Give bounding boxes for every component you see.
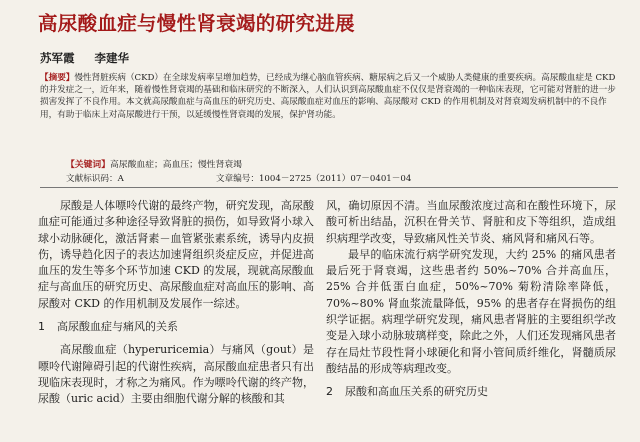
author-name: 李建华 bbox=[94, 51, 129, 65]
paper-title: 高尿酸血症与慢性肾衰竭的研究进展 bbox=[38, 12, 355, 35]
abstract-label: 【摘要】 bbox=[40, 73, 75, 83]
author-name: 苏军霞 bbox=[40, 51, 75, 65]
body-paragraph: 尿酸是人体嘌呤代谢的最终产物，研究发现，高尿酸血症可能通过多种途径导致肾脏的损伤，如导致肾小球入球小动脉硬化，激活肾素－血管紧张素系统，诱导内皮损伤，诱导趋化因子的表达加速肾组织炎症反应，并促进高血压的发生等多个环节加速 CKD 的发展，现就高尿酸血症与高血压的研究历史、高尿酸血症对高血压的影响、高尿酸对 CKD 的作用机制及发展作一综述。 bbox=[38, 199, 314, 310]
keywords bbox=[66, 157, 242, 170]
body-column-left bbox=[38, 198, 314, 408]
author-list bbox=[40, 50, 129, 66]
article-number: 文章编号：1004－2725（2011）07－0401－04 bbox=[216, 174, 412, 184]
header-divider bbox=[40, 187, 618, 188]
section-title: 高尿酸血症与痛风的关系 bbox=[57, 320, 178, 334]
section-heading bbox=[38, 319, 314, 335]
abstract bbox=[40, 72, 618, 121]
section-title: 尿酸和高血压关系的研究历史 bbox=[345, 385, 488, 399]
section-heading bbox=[326, 384, 616, 400]
body-column-right bbox=[326, 198, 616, 408]
section-number: 2 bbox=[326, 385, 333, 399]
abstract-text: 慢性肾脏疾病（CKD）在全球发病率呈增加趋势，已经成为继心脑血管疾病、糖尿病之后又一个威胁人类健康的重要疾病。高尿酸血症是 CKD 的并发症之一，近年来，随着慢性肾衰竭的基础和临床研究的不断深入，人们认识到高尿酸血症不仅仅是肾衰竭的一种临床表现，它可能对肾脏的进一步损害发挥了不良作用。本文就高尿酸血症与高血压的研究历史、高尿酸血症对血压的影响、高尿酸对 CKD 的作用机制及对肾衰竭发病机制中的不良作用，有助于临床上对高尿酸进行干预，以延缓慢性肾衰竭的发展，保护肾功能。 bbox=[40, 73, 616, 120]
body-paragraph: 高尿酸血症（hyperuricemia）与痛风（gout）是嘌呤代谢障碍引起的代谢性疾病，高尿酸血症患者只有出现临床表现时，才称之为痛风。作为嘌呤代谢的终产物，尿酸（uric acid）主要由细胞代谢分解的核酸和其 bbox=[38, 343, 314, 406]
article-meta bbox=[66, 172, 546, 184]
keywords-label: 【关键词】 bbox=[66, 160, 110, 170]
keywords-text: 高尿酸血症；高血压；慢性肾衰竭 bbox=[110, 160, 242, 170]
document-code: 文献标识码：A bbox=[66, 174, 124, 184]
body-paragraph: 最早的临床流行病学研究发现，大约 25% 的痛风患者最后死于肾衰竭，这些患者约 50%~70% 合并高血压，25% 合并低蛋白血症，50%~70% 菊粉清除率降低，70%~80% 肾血浆流量降低，95% 的患者存在肾损伤的组织学证据。病理学研究发现，痛风患者肾脏的主要组织学改变是入球小动脉玻璃样变，除此之外，人们还发现痛风患者存在局灶节段性肾小球硬化和肾小管间质纤维化，肾髓质尿酸结晶的形成等病理改变。 bbox=[326, 247, 616, 375]
body-paragraph: 风，确切原因不清。当血尿酸浓度过高和在酸性环境下，尿酸可析出结晶，沉积在骨关节、肾脏和皮下等组织，造成组织病理学改变，导致痛风性关节炎、痛风肾和痛风石等。 bbox=[326, 199, 616, 245]
section-number: 1 bbox=[38, 320, 45, 334]
